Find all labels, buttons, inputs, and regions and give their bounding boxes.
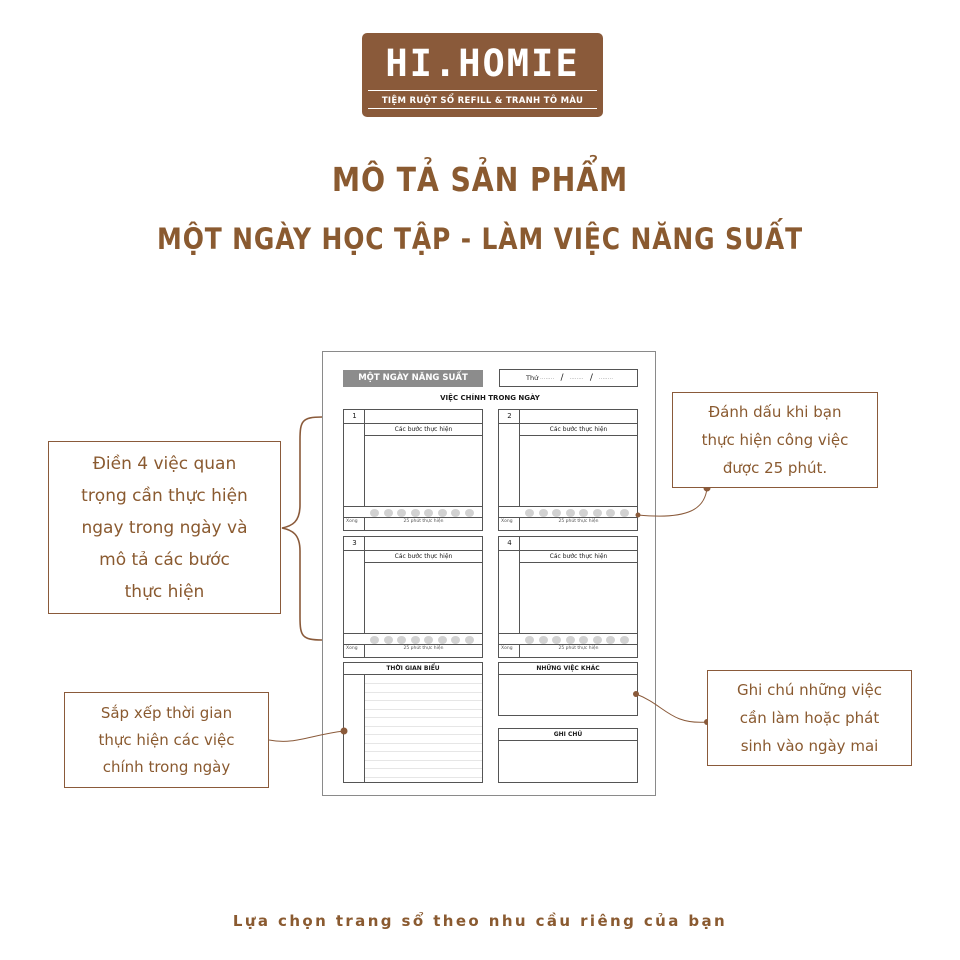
pomodoro-dot [465,636,474,644]
page-subtitle: MỘT NGÀY HỌC TẬP - LÀM VIỆC NĂNG SUẤT [157,222,803,256]
callout-schedule [64,692,269,788]
date-dots: ........ [599,375,614,380]
planner-title: MỘT NGÀY NĂNG SUẤT [343,370,483,387]
callout-line: Ghi chú những việc [737,681,882,699]
callout-line: Điền 4 việc quan [92,453,237,474]
pomodoro-dot [438,509,447,517]
date-dots: ........ [540,375,555,380]
pomodoro-dot [397,509,406,517]
pomodoro-dot [620,509,629,517]
task-steps-label: Các bước thực hiện [365,424,482,436]
task-done-label: Xong [501,646,513,651]
date-label: Thứ [526,374,539,382]
schedule-line [365,734,482,735]
schedule-line [365,692,482,693]
schedule-line [365,709,482,710]
task-box-2 [498,409,638,531]
logo-divider [368,90,597,91]
pomodoro-dot [539,636,548,644]
callout-line: trọng cần thực hiện [81,485,248,506]
pomodoro-dot [552,509,561,517]
pomodoro-label: 25 phút thực hiện [558,519,599,524]
callout-main-tasks [48,441,281,614]
pomodoro-dot [606,509,615,517]
date-separator: / [589,373,593,383]
callout-line: thực hiện các việc [98,730,235,749]
brand-name: HI.HOMIE [385,42,580,85]
task-number: 4 [507,539,512,547]
schedule-line [365,700,482,701]
callout-line: cần làm hoặc phát [739,709,880,727]
callout-line: Sắp xếp thời gian [100,703,233,722]
pomodoro-dot [579,509,588,517]
schedule-line [365,760,482,761]
task-number: 2 [507,412,512,420]
pomodoro-dots [499,506,637,518]
pomodoro-dot [606,636,615,644]
schedule-line [365,777,482,778]
pomodoro-dot [593,636,602,644]
pomodoro-dot [566,636,575,644]
pomodoro-dot [593,509,602,517]
notes-box [498,728,638,783]
pomodoro-dots [344,506,482,518]
pomodoro-dots [499,633,637,645]
pomodoro-label: 25 phút thực hiện [403,646,444,651]
schedule-line [365,683,482,684]
callout-line: Đánh dấu khi bạn [708,403,842,421]
task-steps-label: Các bước thực hiện [365,551,482,563]
schedule-line [365,751,482,752]
task-steps-label: Các bước thực hiện [520,551,637,563]
task-box-1 [343,409,483,531]
pomodoro-dot [411,509,420,517]
pomodoro-label: 25 phút thực hiện [403,519,444,524]
logo-divider-bottom [368,108,597,109]
task-done-label: Xong [501,519,513,524]
task-done-label: Xong [346,519,358,524]
task-box-3 [343,536,483,658]
pomodoro-dot [525,509,534,517]
schedule-box [343,662,483,783]
task-number: 3 [352,539,357,547]
pomodoro-dot [620,636,629,644]
pomodoro-dot [397,636,406,644]
callout-line: được 25 phút. [722,459,828,477]
pomodoro-dot [370,636,379,644]
planner-date-field [499,369,638,387]
date-dots: ........ [569,375,584,380]
pomodoro-dots [344,633,482,645]
other-tasks-title: NHỮNG VIỆC KHÁC [499,663,637,675]
notes-title: GHI CHÚ [499,729,637,741]
pomodoro-dot [384,509,393,517]
schedule-line [365,717,482,718]
pomodoro-dot [384,636,393,644]
task-number: 1 [352,412,357,420]
other-tasks-box [498,662,638,716]
brand-logo [362,33,603,117]
pomodoro-dot [552,636,561,644]
task-steps-label: Các bước thực hiện [520,424,637,436]
callout-line: thực hiện công việc [701,431,849,449]
task-box-4 [498,536,638,658]
main-tasks-title: VIỆC CHÍNH TRONG NGÀY [440,394,540,402]
pomodoro-dot [451,509,460,517]
schedule-line [365,726,482,727]
task-done-label: Xong [346,646,358,651]
callout-pomodoro [672,392,878,488]
schedule-title: THỜI GIAN BIỂU [344,663,482,675]
pomodoro-dot [465,509,474,517]
pomodoro-label: 25 phút thực hiện [558,646,599,651]
schedule-line [365,768,482,769]
pomodoro-dot [370,509,379,517]
pomodoro-dot [525,636,534,644]
callout-notes [707,670,912,766]
schedule-line [365,743,482,744]
pomodoro-dot [424,509,433,517]
planner-page-preview [322,351,656,796]
callout-line: chính trong ngày [102,757,231,776]
pomodoro-dot [438,636,447,644]
callout-line: sinh vào ngày mai [740,737,879,755]
pomodoro-dot [579,636,588,644]
pomodoro-dot [566,509,575,517]
task-bracket [282,417,322,640]
callout-line: mô tả các bước [99,549,230,570]
callout-line: thực hiện [124,581,205,602]
callout-line: ngay trong ngày và [81,517,248,538]
brand-tagline: TIỆM RUỘT SỔ REFILL & TRANH TÔ MÀU [381,96,584,106]
pomodoro-dot [451,636,460,644]
page-title: MÔ TẢ SẢN PHẨM [331,160,629,199]
pomodoro-dot [539,509,548,517]
pomodoro-dot [411,636,420,644]
footer-tagline: Lựa chọn trang sổ theo nhu cầu riêng của bạn [232,912,728,930]
pomodoro-dot [424,636,433,644]
date-separator: / [560,373,564,383]
